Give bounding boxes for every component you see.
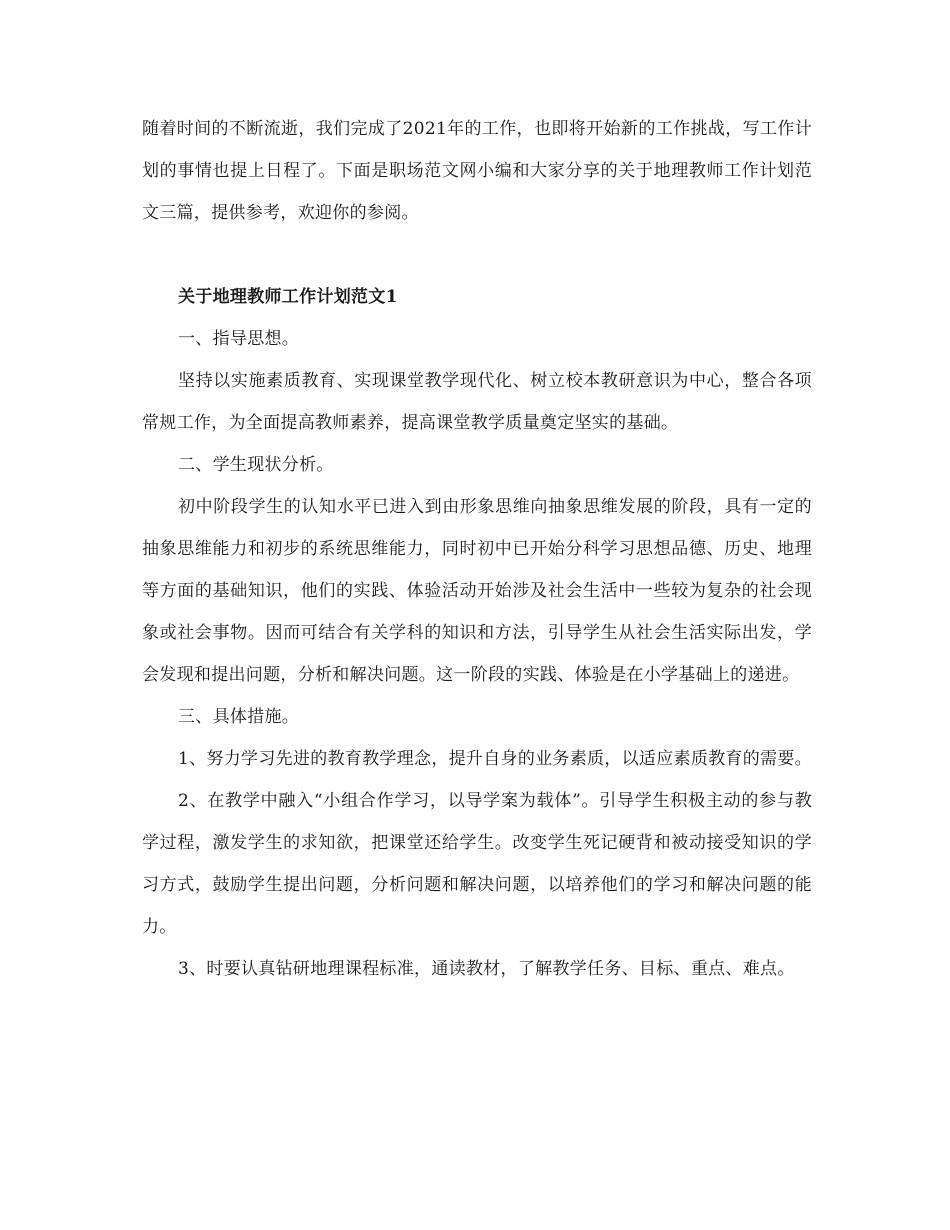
list-item: 1、努力学习先进的教育教学理念，提升自身的业务素质，以适应素质教育的需要。 (178, 749, 812, 769)
section-heading-measures: 三、具体措施。 (178, 707, 300, 727)
body-paragraph: 坚持以实施素质教育、实现课堂教学现代化、树立校本教研意识为中心，整合各项常规工作，为全面提高教师素养，提高课堂教学质量奠定坚实的基础。 (142, 371, 812, 433)
intro-paragraph: 随着时间的不断流逝，我们完成了2021年的工作，也即将开始新的工作挑战，写工作计划的事情也提上日程了。下面是职场范文网小编和大家分享的关于地理教师工作计划范文三篇，提供参考，欢迎你的参阅。 (142, 119, 812, 223)
list-item: 3、时要认真钻研地理课程标准，通读教材，了解教学任务、目标、重点、难点。 (178, 959, 795, 979)
section-heading-student-analysis: 二、学生现状分析。 (178, 455, 334, 475)
body-paragraph: 初中阶段学生的认知水平已进入到由形象思维向抽象思维发展的阶段，具有一定的抽象思维能力和初步的系统思维能力，同时初中已开始分科学习思想品德、历史、地理等方面的基础知识，他们的实践、体验活动开始涉及社会生活中一些较为复杂的社会现象或社会事物。因而可结合有关学科的知识和方法，引导学生从社会生活实际出发，学会发现和提出问题，分析和解决问题。这一阶段的实践、体验是在小学基础上的递进。 (142, 497, 812, 685)
article-title: 关于地理教师工作计划范文1 (178, 287, 398, 307)
list-item: 2、在教学中融入“小组合作学习，以导学案为载体”。引导学生积极主动的参与教学过程，激发学生的求知欲，把课堂还给学生。改变学生死记硬背和被动接受知识的学习方式，鼓励学生提出问题，分析问题和解决问题，以培养他们的学习和解决问题的能力。 (142, 791, 812, 937)
document-body (142, 108, 812, 990)
section-heading-guiding-thought: 一、指导思想。 (178, 329, 300, 349)
